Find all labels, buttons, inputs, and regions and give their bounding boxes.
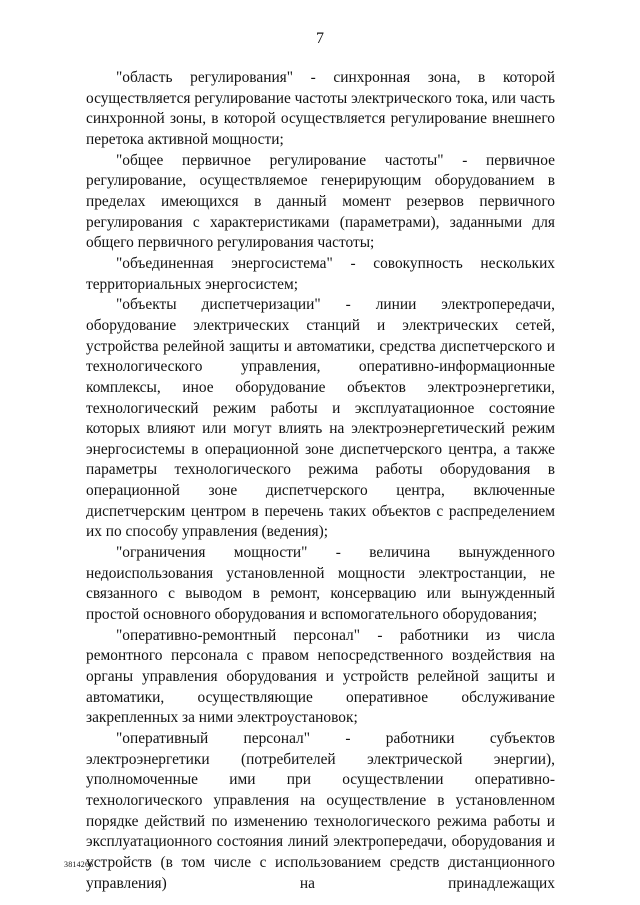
definition-paragraph-obshchee-pervichnoe-regulirovanie: "общее первичное регулирование частоты" - первичное регулирование, осуществляемое генерирующим оборудованием в пределах имеющихся в данный момент резервов первичного регулирования с характеристиками (параметрами), заданными для общего первичного регулирования частоты;	[86, 151, 555, 252]
page-number: 7	[316, 30, 324, 47]
definition-paragraph-obekty-dispetcherizatsii: "объекты диспетчеризации" - линии электропередачи, оборудование электрических станций и электрических сетей, устройства релейной защиты и автоматики, средства диспетчерского и технологического управления, оперативно-информационные комплексы, иное оборудование объектов электроэнергетики, технологический режим работы и эксплуатационное состояние которых влияют или могут влиять на электроэнергетический режим энергосистемы в операционной зоне диспетчерского центра, а также параметры технологического режима работы оборудования в операционной зоне диспетчерского центра, включенные диспетчерским центром в перечень таких объектов с распределением их по способу управления (ведения);	[86, 296, 555, 541]
document-body	[86, 68, 555, 894]
document-code: 3814266	[64, 860, 94, 869]
definition-paragraph-operativno-remontnyi-personal: "оперативно-ремонтный персонал" - работники из числа ремонтного персонала с правом непосредственного воздействия на органы управления оборудования и устройств релейной защиты и автоматики, осуществляющие оперативное обслуживание закрепленных за ними электроустановок;	[86, 626, 555, 727]
definition-paragraph-operativnyi-personal: "оперативный персонал" - работники субъектов электроэнергетики (потребителей электрической энергии), уполномоченные ими при осуществлении оперативно-технологического управления на осуществление в установленном порядке действий по изменению технологического режима работы и эксплуатационного состояния линий электропередачи, оборудования и устройств (в том числе с использованием средств дистанционного управления) на принадлежащих	[86, 730, 555, 892]
definition-paragraph-oblast-regulirovaniya: "область регулирования" - синхронная зона, в которой осуществляется регулирование частоты электрического тока, или часть синхронной зоны, в которой осуществляется регулирование внешнего перетока активной мощности;	[86, 69, 555, 148]
definition-paragraph-obedinennaya-energosistema: "объединенная энергосистема" - совокупность нескольких территориальных энергосистем;	[86, 254, 555, 293]
definition-paragraph-ogranicheniya-moshchnosti: "ограничения мощности" - величина вынужденного недоиспользования установленной мощности электростанции, не связанного с выводом в ремонт, консервацию или вынужденный простой основного оборудования и вспомогательного оборудования;	[86, 544, 555, 624]
